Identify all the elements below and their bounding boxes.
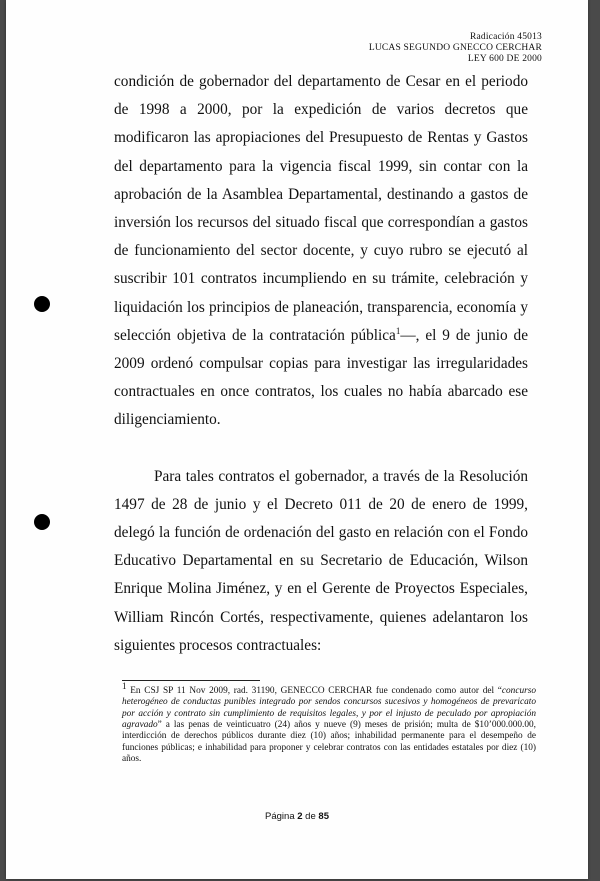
header-defendant-name: LUCAS SEGUNDO GNECCO CERCHAR [368, 43, 542, 53]
body-text [114, 68, 528, 660]
document-page [6, 0, 588, 879]
page-header [369, 32, 542, 65]
footnote-divider [122, 680, 260, 681]
current-page-number: 2 [297, 811, 303, 822]
total-pages: 85 [318, 811, 329, 822]
paragraph-1-text: condición de gobernador del departamento de Cesar en el periodo de 1998 a 2000, por la expedición de varios decretos que modificaron las apropiaciones del Presupuesto de Rentas y Gastos del departamento para la vigencia fiscal 1999, sin contar con la aprobación de la Asamblea Departamental, destinando a gastos de inversión los recursos del situado fiscal que correspondían a gastos de funcionamiento del sector docente, y cuyo rubro se ejecutó al suscribir 101 contratos incumpliendo en su trámite, celebración y liquidación los principios de planeación, transparencia, economía y selección objetiva de la contratación pública [114, 73, 528, 344]
page-label: Página [265, 811, 298, 822]
page-of-label: de [302, 811, 319, 822]
binder-hole-mark [34, 514, 50, 530]
header-law-reference: LEY 600 DE 2000 [467, 54, 542, 64]
footnote-text-end: ” a las penas de veinticuatro (24) años y nueve (9) meses de prisión; multa de $10’000.000.00, interdicción de derechos públicos durante diez (10) años; inhabilidad permanente para el desempeño de funciones públicas; e inhabilidad para proponer y celebrar contratos con las entidades estatales por diez (10) años. [122, 719, 536, 764]
footnote-number: 1 [122, 681, 127, 691]
footnote-text-italic: concurso heterogéneo de conductas punibles integrado por sendos concursos sucesivos y homogéneos de prevaricato por acción y contrato sin cumplimiento de requisitos legales, y por el injusto de peculado por apropiación agravado [122, 686, 536, 730]
header-case-number: Radicación 45013 [469, 32, 542, 42]
page-footer [6, 811, 588, 822]
footnote-text-start: En CSJ SP 11 Nov 2009, rad. 31190, GENECCO CERCHAR fue condenado como autor del “ [126, 686, 502, 697]
paragraph-1-continuation: —, el 9 de junio de 2009 ordenó compulsar copias para investigar las irregularidades contractuales en once contratos, los cuales no había abarcado ese diligenciamiento. [114, 326, 528, 429]
binder-hole-mark [34, 296, 50, 312]
footnote [122, 681, 536, 765]
paragraph-2: Para tales contratos el gobernador, a través de la Resolución 1497 de 28 de junio y el Decreto 011 de 20 de enero de 1999, delegó la función de ordenación del gasto en relación con el Fondo Educativo Departamental en su Secretario de Educación, Wilson Enrique Molina Jiménez, y en el Gerente de Proyectos Especiales, William Rincón Cortés, respectivamente, quienes adelantaron los siguientes procesos contractuales: [114, 467, 528, 654]
footnote-reference[interactable]: 1 [395, 325, 401, 336]
paragraph-1 [114, 68, 528, 435]
